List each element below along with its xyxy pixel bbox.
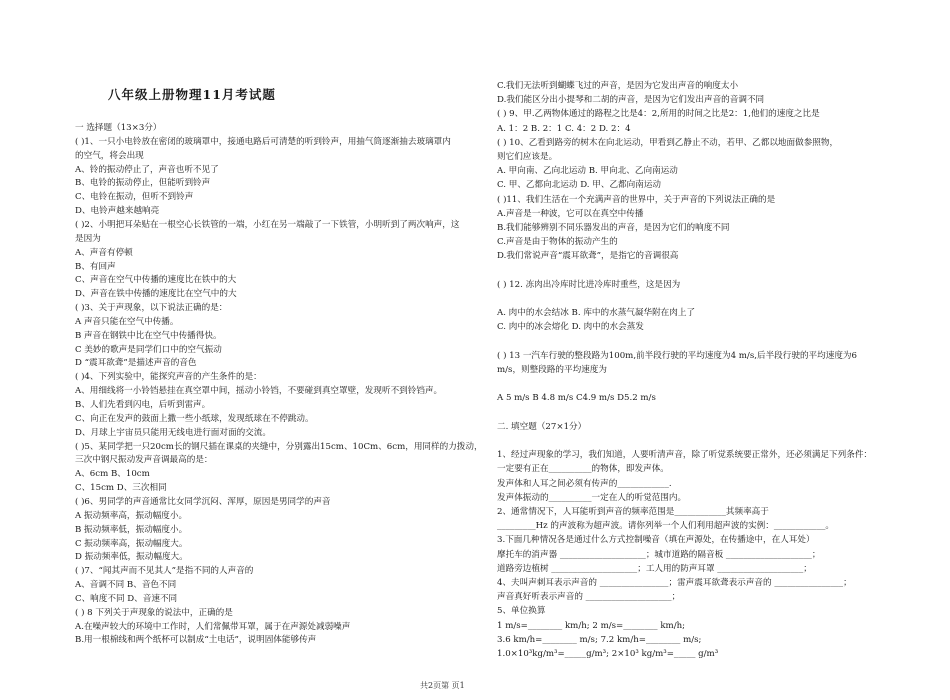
left-column-line: C、电铃在振动，但听不到铃声: [75, 192, 194, 203]
left-column-line: ( )4、下列实验中，能探究声音的产生条件的是：: [75, 372, 262, 383]
right-column-line: 二. 填空题（27×1分）: [497, 421, 587, 432]
left-column-line: ( )6、男同学的声音通常比女同学沉闷、浑厚，原因是男同学的声音: [75, 496, 331, 507]
left-column-line: B、有回声: [75, 261, 116, 272]
right-column-line: 3.下面几种情况各是通过什么方式控制噪音（填在声源处，在传播途中，在人耳处）: [497, 535, 815, 546]
page-footer: 共2页第 页1: [420, 681, 465, 690]
left-column-line: B、电铃的振动停止，但能听到铃声: [75, 178, 211, 189]
left-column-line: D、声音在铁中传播的速度比在空气中的大: [75, 289, 237, 300]
left-column-line: C、响度不同 D、音速不同: [75, 593, 178, 604]
left-column-line: ( )2、小明把耳朵贴在一根空心长铁管的一端，小红在另一端敲了一下铁管，小明听到了两次响声，这: [75, 219, 460, 230]
left-column-line: A、声音有停顿: [75, 247, 133, 258]
right-column-line: 5、单位换算: [497, 606, 546, 617]
right-column-line: D.我们常说声音“震耳欲聋”，是指它的音调很高: [497, 251, 679, 262]
right-column-line: 发声体振动的__________一定在人的听觉范围内。: [497, 492, 687, 503]
left-column-line: A 振动频率高，振动幅度小。: [75, 510, 188, 521]
right-column-line: A.声音是一种波，它可以在真空中传播: [497, 208, 644, 219]
left-column-line: 三次中钢尺振动发声音调最高的是：: [75, 455, 213, 466]
left-column-line: A、6cm B、10cm: [75, 469, 150, 480]
right-column-line: ( ) 10、乙看到路旁的树木在向北运动，甲看到乙静止不动，若甲、乙都以地面做参照物，: [497, 137, 839, 148]
left-column-line: A、用细线将一小铃铛悬挂在真空罩中间，摇动小铃铛，不要碰到真空罩壁，发现听不到铃铛声。: [75, 386, 443, 397]
right-column-line: 道路旁边植树 ____________________；工人用的防声耳罩 ____________________；: [497, 563, 812, 574]
right-column-line: A 5 m/s B 4.8 m/s C4.9 m/s D5.2 m/s: [497, 393, 656, 404]
right-column-line: D.我们能区分出小提琴和二胡的声音，是因为它们发出声音的音调不同: [497, 95, 765, 106]
left-column-line: ( ) 8 下列关于声现象的说法中，正确的是: [75, 607, 233, 618]
right-column-line: 摩托车的消声器 ____________________；城市道路的隔音板 ____________________；: [497, 549, 821, 560]
right-column-line: A. 甲向南、乙向北运动 B. 甲向北、乙向南运动: [497, 166, 678, 177]
left-column-line: B.用一根棉线和两个纸杯可以制成“土电话”，说明固体能够传声: [75, 635, 317, 646]
left-column-line: A、音调不同 B、音色不同: [75, 580, 177, 591]
right-column-line: C.声音是由于物体的振动产生的: [497, 237, 618, 248]
left-column-line: A、铃的振动停止了，声音也听不见了: [75, 164, 219, 175]
left-column-line: C 振动频率高，振动幅度大。: [75, 538, 188, 549]
left-column-line: B 振动频率低，振动幅度小。: [75, 524, 188, 535]
right-column-line: 一定要有正在__________的物体，即发声体。: [497, 464, 669, 475]
right-column-line: A. 肉中的水会结冰 B. 库中的水蒸气凝华附在肉上了: [497, 308, 696, 319]
right-column-line: ( ) 13 一汽车行驶的整段路为100m,前半段行驶的平均速度为4 m/s,后半段行驶的平均速度为6: [497, 350, 857, 361]
left-column-line: C、15cm D、三次相同: [75, 483, 167, 494]
left-column-line: D 振动频率低，振动幅度大。: [75, 552, 188, 563]
right-column-line: ( ) 12. 冻肉出冷库时比进冷库时重些，这是因为: [497, 279, 681, 290]
left-column-line: A.在噪声较大的环境中工作时，人们常佩带耳罩，属于在声源处减弱噪声: [75, 621, 351, 632]
right-column-line: 1.0×10³kg/m³=_____g/m³; 2×10³ kg/m³=_____ g/m³: [497, 649, 719, 659]
right-column-line: 2、通常情况下，人耳能听到声音的频率范围是____________其频率高于: [497, 507, 769, 517]
right-column-line: ( ) 9、甲.乙两物体通过的路程之比是4：2,所用的时间之比是2：1,他们的速度之比是: [497, 109, 820, 120]
left-column-line: D、月球上宇宙员只能用无线电进行面对面的交流。: [75, 427, 271, 438]
exam-title: 八年级上册物理11月考试题: [108, 87, 276, 102]
left-column-line: 是因为: [75, 233, 101, 244]
left-column-line: D、电铃声越来越响亮: [75, 206, 160, 217]
right-column-line: ( )11、我们生活在一个充满声音的世界中，关于声音的下列说法正确的是: [497, 194, 776, 205]
right-column-line: C. 肉中的冰会熔化 D. 肉中的水会蒸发: [497, 322, 644, 333]
right-column-line: B.我们能够辨别不同乐器发出的声音，是因为它们的响度不同: [497, 223, 730, 233]
right-column-line: _________Hz 的声波称为超声波。请你列举一个人们利用超声波的实例：____________。: [497, 521, 835, 532]
left-column-line: 一 选择题（13×3分）: [75, 123, 162, 133]
left-column-line: ( )1、一只小电铃放在密闭的玻璃罩中，接通电路后可清楚的听到铃声，用抽气筒逐渐抽去玻璃罩内: [75, 136, 451, 147]
left-column-line: C、向正在发声的鼓面上撒一些小纸球，发现纸球在不停跳动。: [75, 413, 314, 424]
left-column-line: C 美妙的歌声是同学们口中的空气振动: [75, 344, 222, 355]
right-column-line: 声音真好听表示声音的 ____________________；: [497, 592, 681, 603]
right-column-line: 发声体和人耳之间必须有传声的____________.: [497, 478, 672, 489]
left-column-line: B、人们先看到闪电，后听到雷声。: [75, 400, 211, 410]
left-column-line: B 声音在钢铁中比在空气中传播得快。: [75, 330, 222, 341]
right-column-line: 4、夫叫声刺耳表示声音的 ________________；雷声震耳欲聋表示声音的 ________________；: [497, 578, 852, 588]
right-column-line: 3.6 km/h=________ m/s; 7.2 km/h=________ m/s;: [497, 634, 702, 645]
right-column-line: C.我们无法听到蝴蝶飞过的声音，是因为它发出声音的响度太小: [497, 81, 739, 91]
left-column-line: A 声音只能在空气中传播。: [75, 316, 179, 327]
right-column-line: 则它们应该是。: [497, 152, 558, 162]
right-column-line: A. 1：2 B. 2：1 C. 4：2 D. 2：4: [497, 123, 631, 134]
left-column-line: D “震耳欲聋”是描述声音的音色: [75, 358, 197, 369]
left-column-line: 的空气，将会出现: [75, 150, 144, 161]
left-column-line: ( )7、“闻其声而不见其人”是指不同的人声音的: [75, 566, 254, 577]
right-column-line: 1、经过声现象的学习，我们知道，人要听清声音，除了听觉系统要正常外，还必须满足下列条件：: [497, 450, 873, 461]
left-column-line: ( )5、某同学把一只20cm长的钢尺插在课桌的夹缝中，分别露出15cm、10Cm、6cm，用同样的力拨动，: [75, 441, 483, 452]
right-column-line: m/s，则整段路的平均速度为: [497, 365, 607, 375]
left-column-line: C、声音在空气中传播的速度比在铁中的大: [75, 275, 237, 286]
right-column-line: 1 m/s=________ km/h; 2 m/s=________ km/h;: [497, 620, 686, 631]
right-column-line: C. 甲、乙都向北运动 D. 甲、乙都向南运动: [497, 180, 662, 191]
left-column-line: ( )3、关于声现象，以下说法正确的是：: [75, 303, 228, 314]
